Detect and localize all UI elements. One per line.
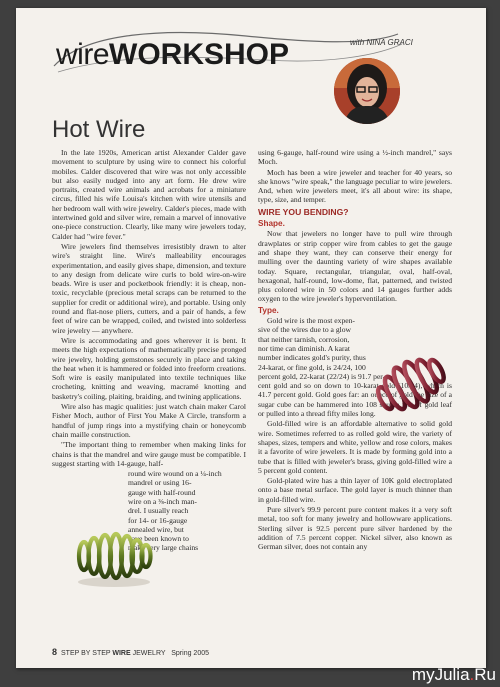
paragraph: "The important thing to remember when making links for chains is that the mandrel and wire gauge must be compatible. I suggest starting with 14-gauge, half- — [52, 440, 246, 468]
text-line: drel. I usually reach — [128, 506, 189, 516]
text-line: round wire wound on a ¼-inch — [128, 469, 222, 479]
watermark-part-a: myJulia — [411, 665, 470, 684]
green-coil-bead-photo — [70, 524, 156, 590]
paragraph: Pure silver's 99.9 percent pure content makes it a very soft metal, too soft for many jewelry and hollowware applications. Sterling silver is 92.5 percent pure silver hardened by the addition of 7.5 percent copper. Nickel silver, also known as German silver, does not contain any — [258, 504, 452, 552]
text-line: nor time can diminish. A karat — [258, 343, 350, 353]
watermark-part-b: Ru — [474, 665, 496, 684]
text-line: 24-karat, or fine gold, is 24/24, 100 — [258, 362, 366, 372]
site-watermark — [412, 665, 496, 685]
wrapped-text — [258, 316, 386, 381]
publication-issue: JEWELRY Spring 2005 — [130, 650, 209, 657]
author-portrait — [334, 58, 400, 124]
publication-name-pre: STEP BY STEP — [61, 650, 113, 657]
paragraph: cent gold and so on down to 10-karat gold (10/24), which is 41.7 percent gold. Gold goes far: an ounce of gold the size of a sugar cube can be hammered into 108 square feet of gold leaf or pulled into a thread fifty miles long. — [258, 381, 452, 419]
magazine-page — [16, 8, 486, 668]
text-line: mandrel or using 16- — [128, 478, 192, 488]
text-line: for 14- or 16-gauge — [128, 515, 188, 525]
paragraph: Gold-filled wire is an affordable alternative to solid gold wire. Sometimes referred to as rolled gold wire, the variety of shapes, sizes, tempers and white, yellow and rose colors, makes it a favorite of wire jewelers. It is made by forming gold into a tube that is filled with jeweler's brass, giving gold-filled wire a 5 percent gold content. — [258, 419, 452, 475]
subheading-shape: Shape. — [258, 219, 285, 229]
red-coil-bead-photo — [368, 344, 452, 426]
logo-wire-text: wire — [56, 38, 110, 71]
text-line: make very large chains — [128, 543, 199, 553]
paragraph: using 6-gauge, half-round wire using a ½-inch mandrel," says Moch. — [258, 148, 452, 167]
column-logo — [56, 38, 289, 72]
left-column — [52, 148, 246, 553]
paragraph: Wire jewelers find themselves irresistibly drawn to alter wire's straight line. Wire's malleability encourages experimentation, and easily gives shape, dimension, and texture to any design from delicate wire curls to bold wire-on-wire beads. Wire is user and pocketbook friendly: it is cheap, non-toxic, recyclable (precious metal scraps can be returned to the supplier for credit or additional wire), and portable. Using only round and flat-nose pliers, cutters, and a pair of hands, a few feet of wire can be wrapped, coiled, and twisted into solderless wire jewelry — anywhere. — [52, 241, 247, 335]
author-byline: with NINA GRACI — [350, 38, 413, 47]
text-line: annealed wire, but — [128, 524, 184, 534]
text-line: Gold wire is the most expen- — [267, 316, 355, 326]
page-footer — [52, 647, 209, 657]
text-line: sive of the wires due to a glow — [258, 325, 352, 335]
logo-workshop-text: WORKSHOP — [109, 38, 290, 71]
paragraph: In the late 1920s, American artist Alexander Calder gave movement to sculpture by using wire to connect his colorful mobiles. Calder discovered that wire was not only accessible but also easily nudged into any art form. He drew wire portraits, created wire animals and acrobats for a miniature circus, filled his wife Louisa's kitchen with wire utensils and her bedroom wall with wire jewelry. Calder's pieces, made with intertwined gold and silver wire, remain a marvel of innovative one-piece construction. Clearly, like many wire jewelers today, Calder had "wire fever." — [52, 148, 246, 241]
paragraph: Wire also has magic qualities: just watch chain maker Carol Fisher Moch, author of First You Make A Circle, transform a handful of jump rings into a mystifying chain or honeycomb chain maille construction. — [52, 402, 246, 439]
text-line: wire on a ⅜-inch man- — [128, 496, 197, 506]
subheading-type: Type. — [258, 305, 279, 315]
paragraph: Gold-plated wire has a thin layer of 10K gold electroplated onto a base metal surface. The gold layer is much thinner than in gold-filled wire. — [258, 476, 452, 504]
section-heading: WIRE YOU BENDING? — [258, 206, 349, 217]
text-line: percent gold, 22-karat (22/24) is 91.7 per- — [258, 371, 386, 381]
page-number: 8 — [52, 647, 58, 657]
text-line: have been known to — [128, 534, 189, 544]
text-line: that neither tarnish, corrosion, — [258, 334, 350, 344]
column-header — [16, 8, 486, 116]
publication-name-bold: WIRE — [112, 650, 131, 657]
paragraph: Wire is accommodating and goes wherever it is bent. It meets the high expectations of mathematically precise pronged wire jewelry, holding gemstones securely in place and taking the heat when it is hammered or folded into freeform creations. Soft wire is easily manipulated into textile techniques like crocheting, knitting and weaving, macramé knotting and basketry's coiling, plaiting, braiding, and twining applications. — [52, 335, 246, 401]
article-title: Hot Wire — [52, 116, 146, 143]
watermark-dot: . — [469, 665, 475, 684]
text-line: gauge with half-round — [128, 487, 196, 497]
paragraph: Now that jewelers no longer have to pull wire through drawplates or strip copper wire from cables to get the gauge and shape they want, they can conserve their energy for mulling over the daunting variety of wire shapes available today. Square, rectangular, triangular, oval, half-oval, hexagonal, half-round, low-dome, flat, patterned, and twisted plus colored wire in 50 colors and 14 gauges further adds oxygen to the wire jeweler's hyperventilation. — [258, 229, 452, 304]
paragraph: Moch has been a wire jeweler and teacher for 40 years, so she knows "wire speak," the language peculiar to wire jewelers. And, when wire jewelers meet, it's all about wire: its shape, type, size, and temper. — [258, 167, 452, 205]
text-line: number indicates gold's purity, thus — [258, 353, 366, 363]
